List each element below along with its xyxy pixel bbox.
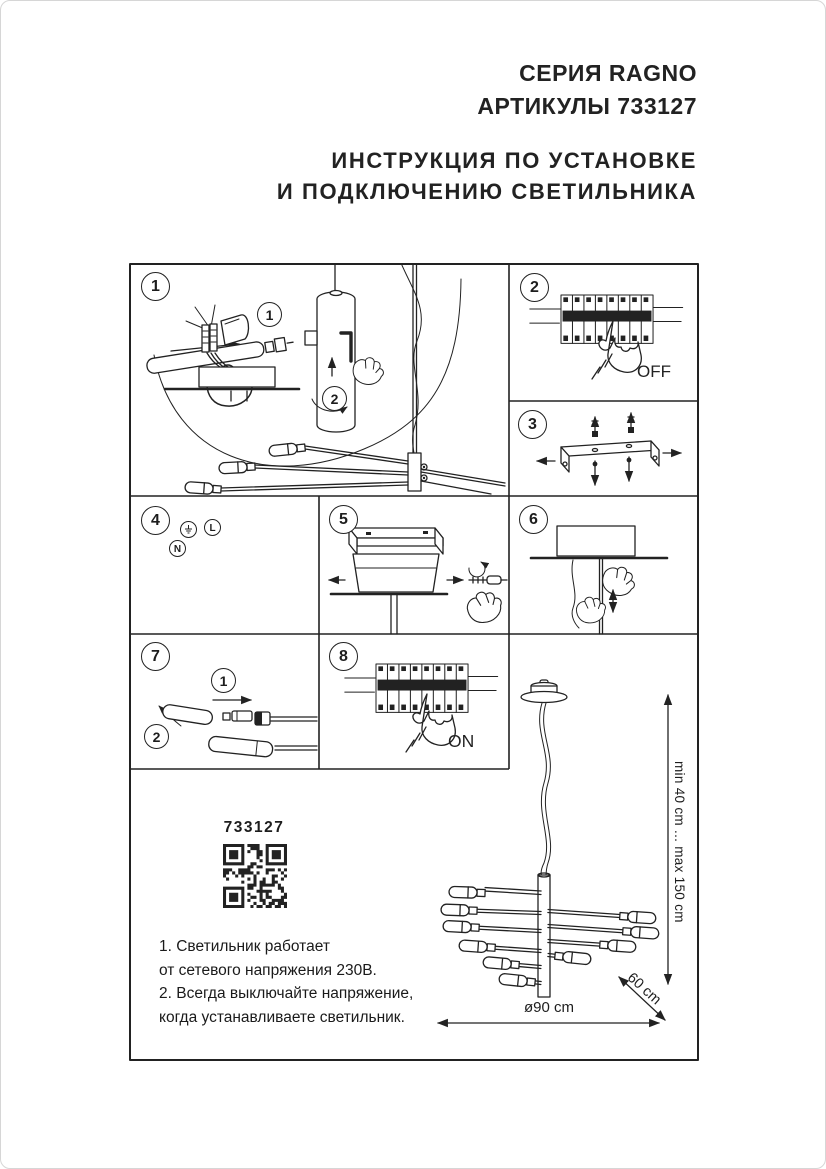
qr-code [223,844,287,908]
product-code: 733127 [223,819,285,836]
depth-dimension-label: 60 cm [623,969,665,1009]
doc-title-line1: ИНСТРУКЦИЯ ПО УСТАНОВКЕ [331,148,697,173]
panel5-art [329,528,507,634]
panel6-art [531,526,667,634]
panel6-number: 6 [519,505,548,534]
diameter-dimension-label: ø90 cm [523,999,574,1016]
panel2-number: 2 [520,273,549,302]
panel1-number: 1 [141,272,170,301]
header [477,57,697,123]
note-line: когда устанавливаете светильник. [159,1008,405,1026]
series-title: СЕРИЯ RAGNO [519,60,697,86]
diagram-frame [129,263,699,1061]
doc-title-line2: И ПОДКЛЮЧЕНИЮ СВЕТИЛЬНИКА [276,179,697,204]
on-label: ON [448,731,475,751]
doc-title [277,145,697,207]
article-number: АРТИКУЛЫ 733127 [477,93,697,119]
panel3-number: 3 [518,410,547,439]
wire-label-n: N [169,540,186,557]
off-label: OFF [637,362,671,381]
panel8-art [345,664,498,752]
panel3-art [537,413,681,485]
note-line: от сетевого напряжения 230В. [159,961,377,979]
wire-label-l: L [204,519,221,536]
panel1-step2-badge: 2 [322,386,347,411]
panel4-number: 4 [141,506,170,535]
panel7-art [159,700,317,757]
note-line: 2. Всегда выключайте напряжение, [159,985,414,1002]
panel7-step1-badge: 1 [211,668,236,693]
panel1-step1-badge: 1 [257,302,282,327]
lamp-diagram [441,680,659,997]
ground-icon [180,521,197,538]
panel7-step2-badge: 2 [144,724,169,749]
notes [159,935,413,1029]
height-dimension-label: min 40 cm ... max 150 cm [672,761,687,923]
panel7-number: 7 [141,642,170,671]
panel8-number: 8 [329,642,358,671]
panel5-number: 5 [329,505,358,534]
note-line: 1. Светильник работает [159,938,330,955]
